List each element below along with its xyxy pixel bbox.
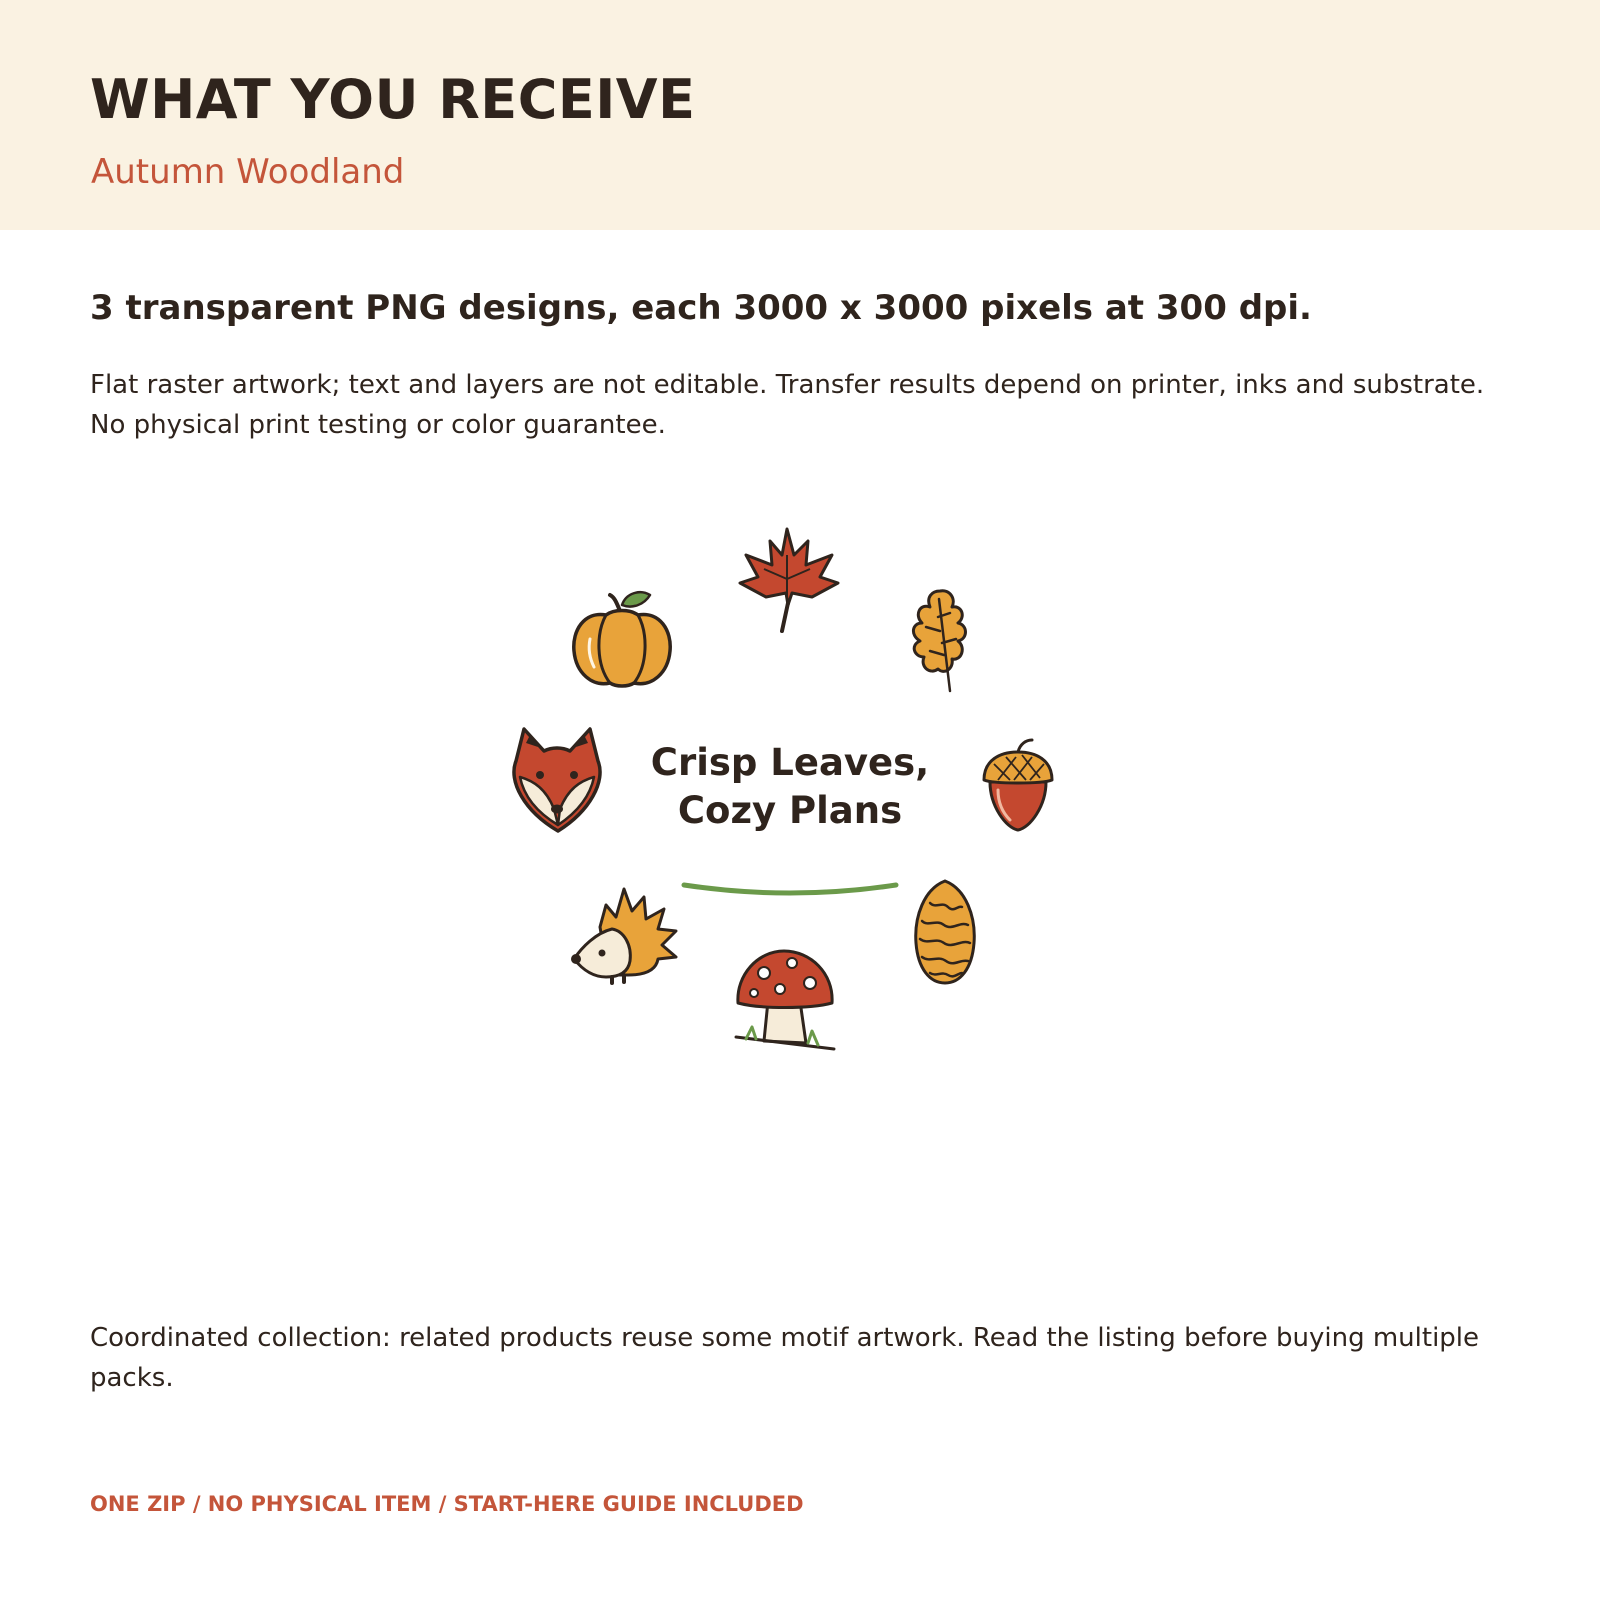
artwork-preview [510,525,1070,1085]
page-title: WHAT YOU RECEIVE [90,68,696,131]
maple-leaf-icon [732,525,842,635]
mushroom-icon [730,945,840,1055]
footer-tagline: ONE ZIP / NO PHYSICAL ITEM / START-HERE GUIDE INCLUDED [90,1492,804,1516]
pumpkin-icon [570,587,674,691]
spec-line: 3 transparent PNG designs, each 3000 x 3000 pixels at 300 dpi. [90,288,1312,328]
caption-divider [680,881,900,905]
disclaimer-text: Flat raster artwork; text and layers are not editable. Transfer results depend on printer, inks and substrate. No physical print testing or color guarantee. [90,370,1485,440]
page-subtitle: Autumn Woodland [91,152,405,192]
pinecone-icon [910,877,980,987]
oak-leaf-icon [902,585,980,697]
acorn-icon [976,730,1060,836]
collection-note: Coordinated collection: related products reuse some motif artwork. Read the listing before buying multiple packs. [90,1323,1480,1393]
hedgehog-icon [568,883,682,983]
fox-icon [510,725,604,835]
header-band [0,0,1600,230]
artwork-caption: Crisp Leaves, Cozy Plans [650,741,930,832]
